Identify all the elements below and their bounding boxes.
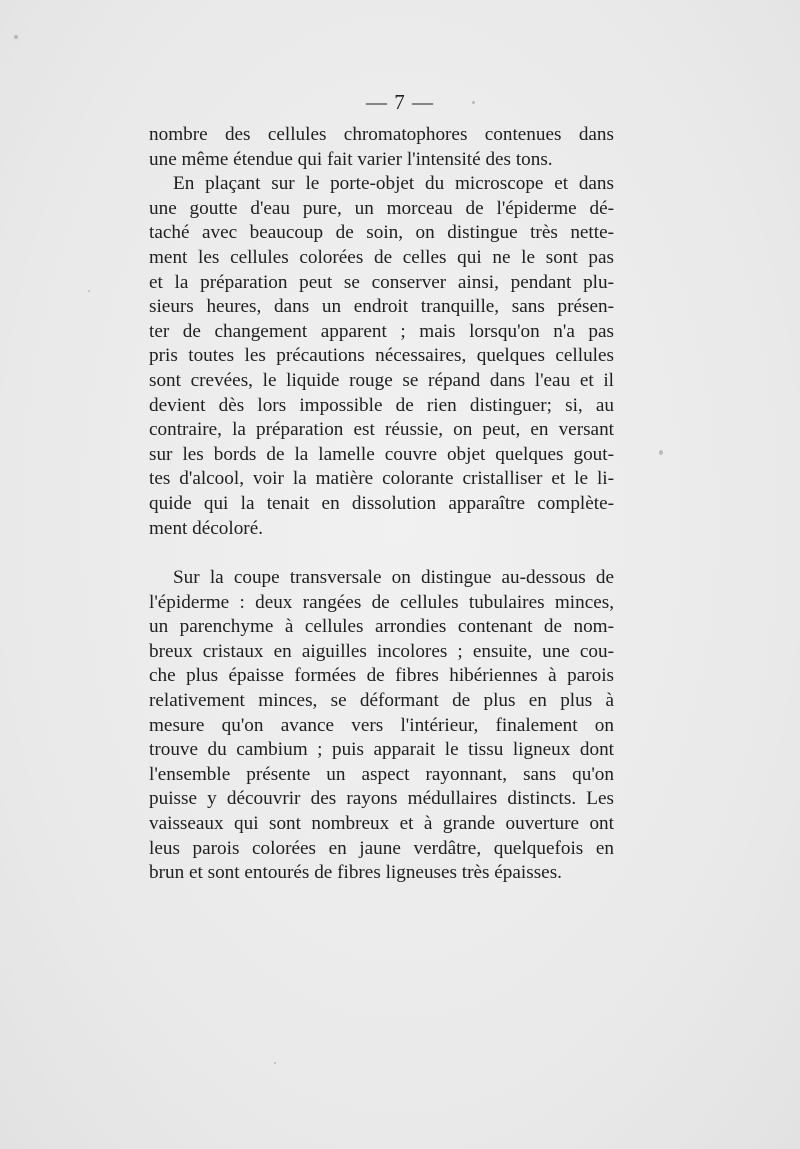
text-line: taché avec beaucoup de soin, on distingue très nette- [149,222,614,244]
text-line: ment les cellules colorées de celles qui ne le sont pas [149,246,614,268]
text-line: l'ensemble présente un aspect rayonnant, sans qu'on [149,763,614,785]
text-line: une même étendue qui fait varier l'intensité des tons. [149,148,553,170]
text-line: sieurs heures, dans un endroit tranquille, sans présen- [149,296,614,318]
text-line: puisse y découvrir des rayons médullaires distincts. Les [149,788,614,810]
text-line: che plus épaisse formées de fibres hibériennes à parois [149,665,614,687]
text-line: ter de changement apparent ; mais lorsqu'on n'a pas [149,320,614,342]
text-line: pris toutes les précautions nécessaires, quelques cellules [149,345,614,367]
text-line: contraire, la préparation est réussie, on peut, en versant [149,419,614,441]
paper-speck [14,35,18,39]
paper-speck [88,290,90,292]
text-line: tes d'alcool, voir la matière colorante cristalliser et le li- [149,468,614,490]
paper-speck [274,1062,276,1064]
text-line: En plaçant sur le porte-objet du microscope et dans [173,173,614,195]
page-number: — 7 — [366,90,434,114]
text-block-lower [149,566,614,886]
text-line: quide qui la tenait en dissolution apparaître complète- [149,492,614,514]
text-line: et la préparation peut se conserver ainsi, pendant plu- [149,271,614,293]
text-line: l'épiderme : deux rangées de cellules tubulaires minces, [149,591,614,613]
text-line: sont crevées, le liquide rouge se répand dans l'eau et il [149,369,614,391]
text-line: vaisseaux qui sont nombreux et à grande ouverture ont [149,812,614,834]
text-line: devient dès lors impossible de rien distinguer; si, au [149,394,614,416]
text-line: sur les bords de la lamelle couvre objet quelques gout- [149,443,614,465]
text-line: brun et sont entourés de fibres ligneuses très épaisses. [149,862,562,884]
text-line: relativement minces, se déformant de plus en plus à [149,689,614,711]
text-line: Sur la coupe transversale on distingue au-dessous de [173,567,614,588]
text-line: nombre des cellules chromatophores contenues dans [149,124,614,145]
text-line: leus parois colorées en jaune verdâtre, quelquefois en [149,837,614,859]
text-line: ment décoloré. [149,517,264,539]
text-line: un parenchyme à cellules arrondies contenant de nom- [149,616,614,638]
text-line: trouve du cambium ; puis apparait le tissu ligneux dont [149,739,614,761]
text-line: mesure qu'on avance vers l'intérieur, finalement on [149,714,614,736]
text-line: breux cristaux en aiguilles incolores ; ensuite, une cou- [149,640,614,662]
text-line: une goutte d'eau pure, un morceau de l'épiderme dé- [149,197,614,219]
paper-speck [472,101,475,104]
paper-speck [659,450,663,455]
text-block-upper [149,123,614,541]
